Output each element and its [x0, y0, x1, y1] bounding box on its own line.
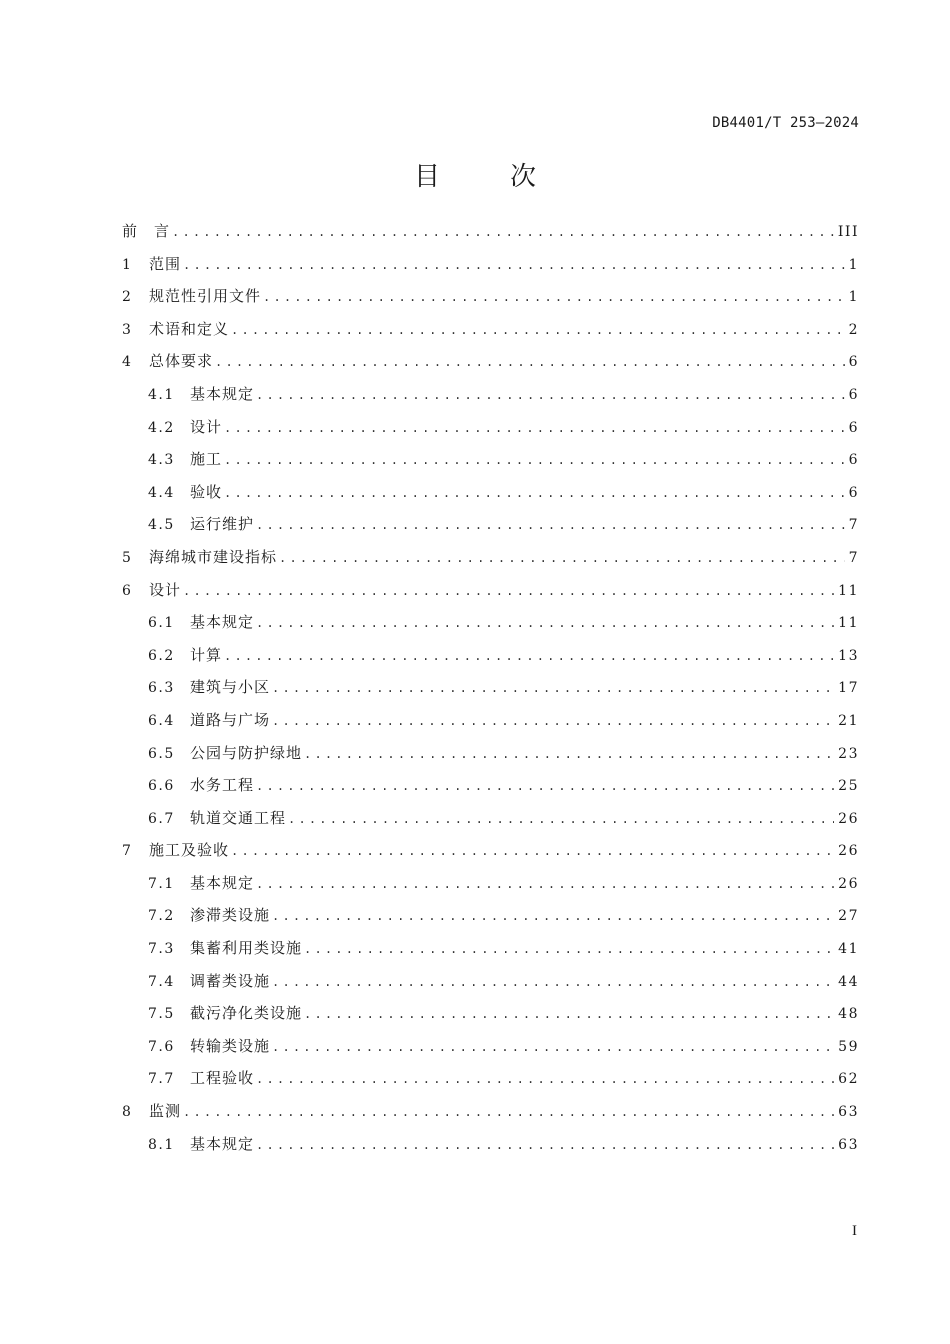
toc-entry-page: 6	[848, 419, 859, 436]
toc-entry-number: 6.4	[148, 712, 175, 729]
toc-entry[interactable]	[122, 541, 859, 574]
toc-entry-label: 设计	[149, 580, 182, 599]
toc-entry-number: 7.7	[148, 1071, 175, 1088]
toc-entry-page: 7	[848, 549, 859, 566]
toc-entry-page: 11	[838, 615, 859, 632]
toc-entry-label: 范围	[149, 254, 182, 273]
toc-entry-number: 6.5	[148, 745, 175, 762]
toc-entry-page: 44	[838, 973, 859, 990]
toc-entry-label: 轨道交通工程	[190, 808, 287, 827]
toc-entry-page: 2	[848, 321, 859, 338]
toc-entry-label: 计算	[190, 645, 223, 664]
toc-entry[interactable]	[122, 411, 859, 444]
toc-entry[interactable]	[122, 834, 859, 867]
toc-dot-leader	[272, 966, 834, 999]
toc-dot-leader	[272, 900, 834, 933]
toc-entry-number: 6.7	[148, 810, 175, 827]
toc-entry-label: 转输类设施	[190, 1036, 271, 1055]
toc-entry[interactable]	[122, 1128, 859, 1161]
toc-entry[interactable]	[122, 574, 859, 607]
toc-entry[interactable]	[122, 606, 859, 639]
toc-entry-label: 水务工程	[190, 776, 255, 795]
toc-entry-label: 工程验收	[190, 1069, 255, 1088]
toc-entry-number: 6.1	[148, 615, 175, 632]
toc-entry-label: 建筑与小区	[190, 678, 271, 697]
toc-entry[interactable]	[122, 476, 859, 509]
toc-entry-number: 4.5	[148, 517, 175, 534]
toc-entry-number: 5	[122, 549, 132, 566]
toc-entry[interactable]	[122, 802, 859, 835]
toc-entry[interactable]	[122, 704, 859, 737]
toc-entry[interactable]	[122, 867, 859, 900]
toc-entry-page: 62	[838, 1071, 859, 1088]
toc-entry-number: 7.1	[148, 875, 175, 892]
toc-entry[interactable]	[122, 899, 859, 932]
toc-entry-number: 6.3	[148, 680, 175, 697]
toc-dot-leader	[231, 314, 845, 347]
toc-entry-number: 8	[122, 1104, 132, 1121]
toc-entry-page: 26	[838, 875, 859, 892]
toc-entry-number: 7.3	[148, 941, 175, 958]
toc-entry-label: 海绵城市建设指标	[149, 547, 278, 566]
toc-entry-number: 3	[122, 321, 132, 338]
toc-entry[interactable]	[122, 443, 859, 476]
toc-entry[interactable]	[122, 345, 859, 378]
toc-entry-label: 集蓄利用类设施	[190, 939, 303, 958]
toc-entry-label: 调蓄类设施	[190, 971, 271, 990]
toc-dot-leader	[272, 705, 834, 738]
toc-entry-label: 监测	[149, 1102, 182, 1121]
toc-dot-leader	[215, 346, 845, 379]
toc-entry-label: 基本规定	[190, 873, 255, 892]
toc-entry[interactable]	[122, 997, 859, 1030]
toc-dot-leader	[224, 477, 845, 510]
toc-entry-label: 运行维护	[190, 515, 255, 534]
toc-dot-leader	[304, 738, 834, 771]
toc-entry-page: 11	[838, 582, 859, 599]
toc-dot-leader	[263, 281, 845, 314]
toc-dot-leader	[256, 607, 834, 640]
toc-entry-page: 1	[848, 289, 859, 306]
toc-entry-label: 前 言	[122, 222, 171, 240]
toc-entry-page: 6	[848, 386, 859, 403]
toc-entry-number: 6	[122, 582, 132, 599]
toc-entry-page: 25	[838, 778, 859, 795]
toc-entry-label: 基本规定	[190, 613, 255, 632]
toc-entry[interactable]	[122, 313, 859, 346]
toc-entry[interactable]	[122, 378, 859, 411]
toc-entry-page: 23	[838, 745, 859, 762]
toc-dot-leader	[279, 542, 845, 575]
toc-entry-number: 4.3	[148, 452, 175, 469]
toc-dot-leader	[256, 868, 834, 901]
toc-entry-page: 13	[838, 647, 859, 664]
toc-entry-number: 7.4	[148, 973, 175, 990]
table-of-contents	[122, 215, 859, 1160]
toc-entry[interactable]	[122, 639, 859, 672]
toc-entry-label: 施工及验收	[149, 841, 230, 860]
toc-dot-leader	[224, 444, 845, 477]
toc-entry-page: 63	[838, 1136, 859, 1153]
toc-entry-number: 7.5	[148, 1006, 175, 1023]
toc-entry-number: 6.6	[148, 778, 175, 795]
toc-entry-number: 8.1	[148, 1136, 175, 1153]
toc-entry-page: 41	[838, 941, 859, 958]
toc-entry-number: 4.4	[148, 484, 175, 501]
toc-entry-page: 63	[838, 1104, 859, 1121]
toc-entry-page: III	[837, 224, 859, 240]
page-number: I	[852, 1223, 857, 1239]
toc-dot-leader	[272, 1031, 834, 1064]
toc-entry-label: 公园与防护绿地	[190, 743, 303, 762]
toc-entry-label: 施工	[190, 450, 223, 469]
toc-entry-number: 7.2	[148, 908, 175, 925]
toc-dot-leader	[224, 412, 845, 445]
toc-entry-page: 59	[838, 1038, 859, 1055]
toc-entry[interactable]	[122, 737, 859, 770]
toc-entry[interactable]	[122, 965, 859, 998]
toc-dot-leader	[231, 835, 834, 868]
toc-dot-leader	[256, 770, 834, 803]
toc-dot-leader	[272, 672, 834, 705]
toc-title: 目 次	[413, 162, 558, 192]
toc-entry[interactable]	[122, 1062, 859, 1095]
toc-entry-number: 4	[122, 354, 132, 371]
toc-entry-label: 截污净化类设施	[190, 1004, 303, 1023]
toc-entry[interactable]	[122, 769, 859, 802]
toc-entry[interactable]	[122, 1095, 859, 1128]
toc-entry-number: 4.1	[148, 386, 175, 403]
toc-entry-page: 26	[838, 810, 859, 827]
toc-entry-label: 验收	[190, 482, 223, 501]
toc-entry-page: 6	[848, 452, 859, 469]
toc-entry-number: 1	[122, 256, 132, 273]
toc-entry-label: 设计	[190, 417, 223, 436]
toc-entry-number: 2	[122, 289, 132, 306]
toc-entry[interactable]	[122, 280, 859, 313]
toc-entry[interactable]	[122, 932, 859, 965]
toc-entry-label: 基本规定	[190, 1134, 255, 1153]
toc-entry-page: 48	[838, 1006, 859, 1023]
toc-dot-leader	[256, 509, 845, 542]
toc-dot-leader	[256, 1063, 834, 1096]
toc-dot-leader	[224, 640, 834, 673]
toc-entry-page: 1	[848, 256, 859, 273]
toc-entry[interactable]	[122, 1030, 859, 1063]
toc-entry[interactable]	[122, 508, 859, 541]
toc-entry[interactable]	[122, 248, 859, 281]
toc-entry-label: 基本规定	[190, 384, 255, 403]
toc-dot-leader	[183, 1096, 834, 1129]
toc-dot-leader	[304, 998, 834, 1031]
toc-entry-label: 术语和定义	[149, 319, 230, 338]
toc-entry-label: 道路与广场	[190, 710, 271, 729]
toc-dot-leader	[183, 575, 834, 608]
toc-dot-leader	[304, 933, 834, 966]
toc-entry-label: 渗滞类设施	[190, 906, 271, 925]
toc-entry-number: 6.2	[148, 647, 175, 664]
toc-entry-page: 21	[838, 712, 859, 729]
toc-entry-page: 6	[848, 354, 859, 371]
toc-entry-number: 4.2	[148, 419, 175, 436]
toc-entry-label: 总体要求	[149, 352, 214, 371]
toc-entry-page: 26	[838, 843, 859, 860]
toc-entry[interactable]	[122, 671, 859, 704]
toc-dot-leader	[172, 216, 834, 249]
toc-entry-page: 7	[848, 517, 859, 534]
toc-dot-leader	[183, 249, 845, 282]
toc-dot-leader	[256, 1129, 834, 1162]
toc-entry-page: 6	[848, 484, 859, 501]
toc-dot-leader	[256, 379, 845, 412]
toc-entry[interactable]	[122, 215, 859, 248]
document-code: DB4401/T 253—2024	[712, 115, 859, 131]
toc-dot-leader	[288, 803, 834, 836]
toc-entry-label: 规范性引用文件	[149, 287, 262, 306]
toc-entry-page: 27	[838, 908, 859, 925]
toc-entry-number: 7	[122, 843, 132, 860]
toc-entry-page: 17	[838, 680, 859, 697]
toc-entry-number: 7.6	[148, 1038, 175, 1055]
